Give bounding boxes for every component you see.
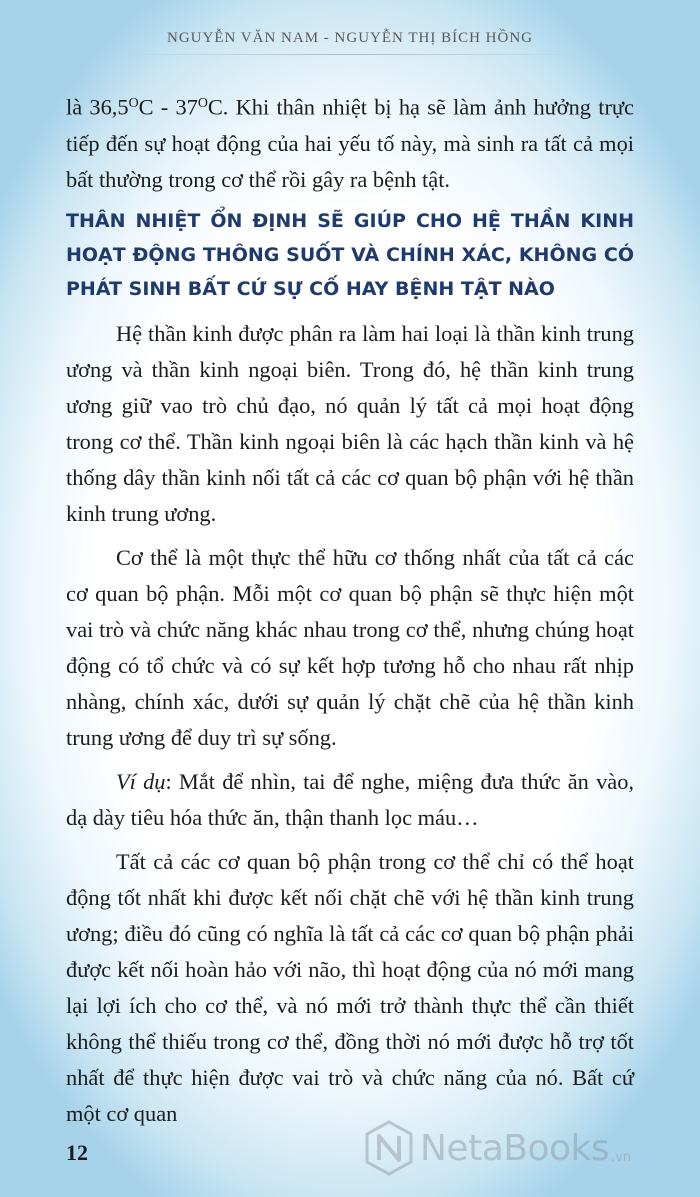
- running-header: NGUYỄN VĂN NAM - NGUYỄN THỊ BÍCH HỒNG: [166, 30, 533, 46]
- paragraph-3: Cơ thể là một thực thể hữu cơ thống nhất của tất cả các cơ quan bộ phận. Mỗi một cơ quan bộ phận sẽ thực hiện một vai trò và chức năng khác nhau trong cơ thể, nhưng chúng hoạt động có tổ chức và có sự kết hợp tương hỗ cho nhau rất nhịp nhàng, chính xác, dưới sự quản lý chặt chẽ của hệ thần kinh trung ương để duy trì sự sống.: [66, 544, 634, 750]
- header-divider: [120, 54, 580, 55]
- example-text: : Mắt để nhìn, tai để nghe, miệng đưa thức ăn vào, dạ dày tiêu hóa thức ăn, thận thanh lọc máu…: [66, 768, 634, 830]
- paragraph-1: [66, 86, 634, 198]
- watermark-brand: NetaBooks: [420, 1127, 610, 1169]
- paragraph-1-rest: C. Khi thân nhiệt bị hạ sẽ làm ảnh hưởng trực tiếp đến sự hoạt động của hai yếu tố này, mà sinh ra tất cả mọi bất thường trong cơ thể rồi gây ra bệnh tật.: [66, 94, 634, 192]
- paragraph-2: Hệ thần kinh được phân ra làm hai loại là thần kinh trung ương và thần kinh ngoại biên. Trong đó, hệ thần kinh trung ương giữ vao trò chủ đạo, nó quản lý tất cả mọi hoạt động trong cơ thể. Thần kinh ngoại biên là các hạch thần kinh và hệ thống dây thần kinh nối tất cả các cơ quan bộ phận với hệ thần kinh trung ương.: [66, 320, 634, 526]
- watermark: [364, 1118, 700, 1178]
- degree-mark-1: O: [128, 96, 139, 111]
- section-heading: THÂN NHIỆT ỔN ĐỊNH SẼ GIÚP CHO HỆ THẦN KINH HOẠT ĐỘNG THÔNG SUỐT VÀ CHÍNH XÁC, KHÔNG CÓ PHÁT SINH BẤT CỨ SỰ CỐ HAY BỆNH TẬT NÀO: [66, 209, 634, 300]
- page-content: [66, 86, 634, 1132]
- temp-text-2: C - 37: [138, 94, 198, 120]
- paragraph-5: Tất cả các cơ quan bộ phận trong cơ thể chỉ có thể hoạt động tốt nhất khi được kết nối chặt chẽ với hệ thần kinh trung ương; điều đó cũng có nghĩa là tất cả các cơ quan bộ phận phải được kết nối hoàn hảo với não, thì hoạt động của nó mới mang lại lợi ích cho cơ thể, và nó mới trở thành thực thể cần thiết không thể thiếu trong cơ thể, đồng thời nó mới được hỗ trợ tốt nhất để thực hiện được vai trò và chức năng của nó. Bất cứ một cơ quan: [66, 848, 634, 1126]
- watermark-domain: .vn: [611, 1149, 632, 1165]
- example-label: Ví dụ: [116, 768, 166, 794]
- degree-mark-2: O: [197, 96, 208, 111]
- paragraph-4: [66, 764, 634, 836]
- page-number: 12: [66, 1140, 88, 1165]
- netabooks-logo-icon: [364, 1120, 414, 1176]
- temp-text-1: là 36,5: [66, 94, 129, 120]
